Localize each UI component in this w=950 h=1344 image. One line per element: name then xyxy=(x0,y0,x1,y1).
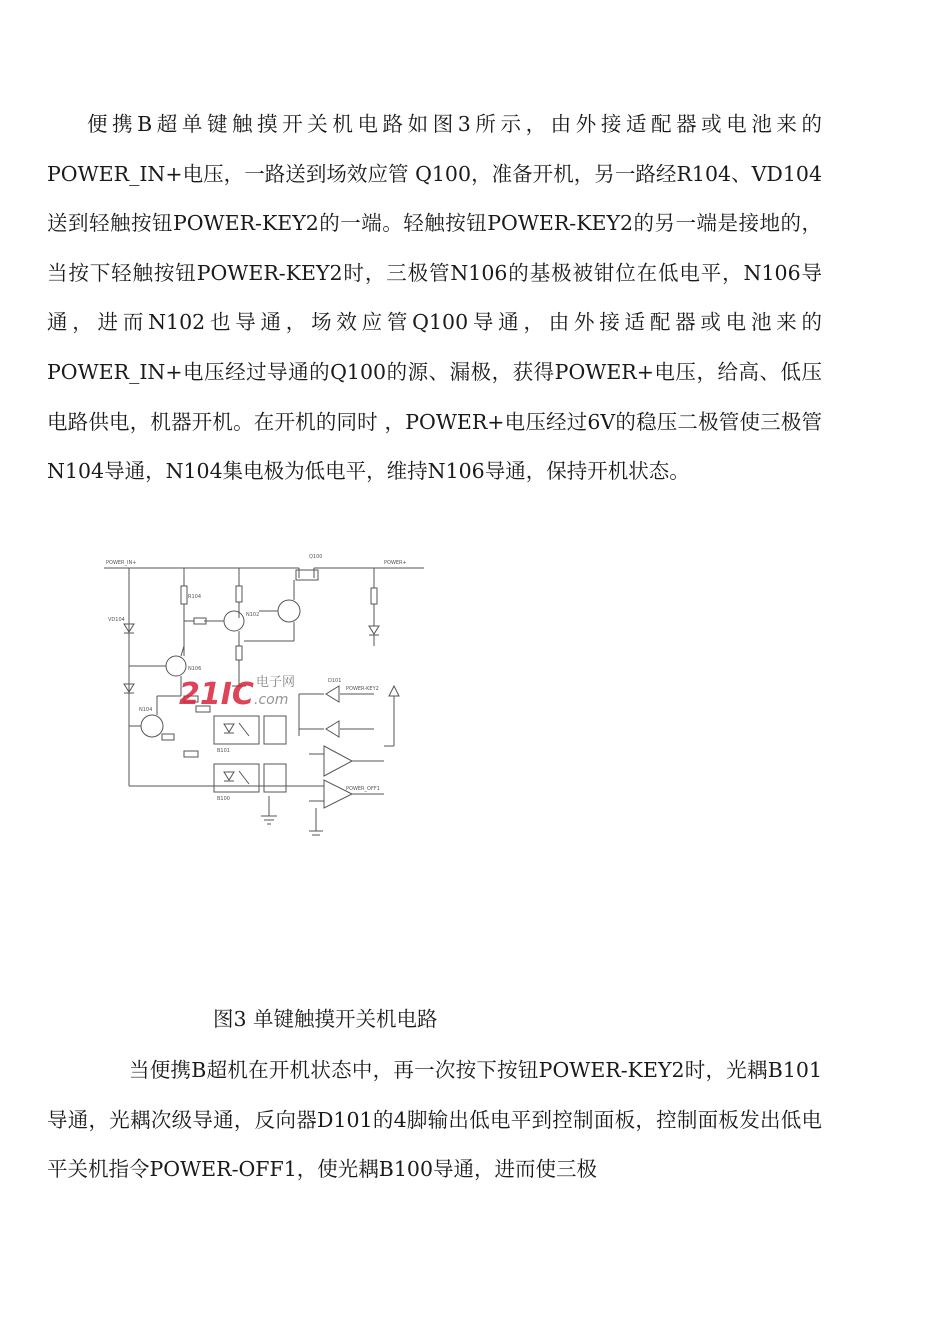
watermark-com: .com xyxy=(254,692,289,708)
label-n106: N106 xyxy=(188,666,202,672)
label-power-out: POWER+ xyxy=(384,560,407,566)
figure-caption: 图3 单键触摸开关机电路 xyxy=(213,1007,438,1031)
body-paragraph-1: 便携B超单键触摸开关机电路如图3所示，由外接适配器或电池来的POWER_IN+电压，一路送到场效应管 Q100，准备开机，另一路经R104、VD104送到轻触按钮POWER-KEY2的一端。轻触按钮POWER-KEY2的另一端是接地的，当按下轻触按钮POWER-KEY2时，三极管N106的基极被钳位在低电平，N106导通，进而N102也导通，场效应管Q100导通，由外接适配器或电池来的 POWER_IN+电压经过导通的Q100的源、漏极，获得POWER+电压，给高、低压电路供电，机器开机。在开机的同时 ，POWER+电压经过6V的稳压二极管使三极管N104导通，N104集电极为低电平，维持N106导通，保持开机状态。 xyxy=(47,112,822,484)
label-q100: Q100 xyxy=(309,554,323,560)
label-n104: N104 xyxy=(139,707,153,713)
label-power-in: POWER_IN+ xyxy=(106,560,137,566)
label-b100: B100 xyxy=(217,796,230,802)
label-b101: B101 xyxy=(217,748,230,754)
circuit-figure xyxy=(84,546,444,846)
circuit-diagram xyxy=(84,546,444,846)
watermark-number: 21IC xyxy=(179,677,254,712)
body-paragraph-2: 当便携B超机在开机状态中，再一次按下按钮POWER-KEY2时，光耦B101导通，光耦次级导通，反向器D101的4脚输出低电平到控制面板，控制面板发出低电平关机指令POWER-OFF1，使光耦B100导通，进而使三极 xyxy=(47,1058,822,1182)
watermark-cn: 电子网 xyxy=(256,675,296,690)
label-vd104: VD104 xyxy=(108,617,125,623)
label-n102: N102 xyxy=(246,612,260,618)
label-power-off1: POWER_OFF1 xyxy=(346,786,380,792)
label-r104: R104 xyxy=(188,594,202,600)
label-power-key2: POWER-KEY2 xyxy=(346,686,379,692)
watermark-logo xyxy=(179,674,295,712)
label-d101: D101 xyxy=(328,678,342,684)
